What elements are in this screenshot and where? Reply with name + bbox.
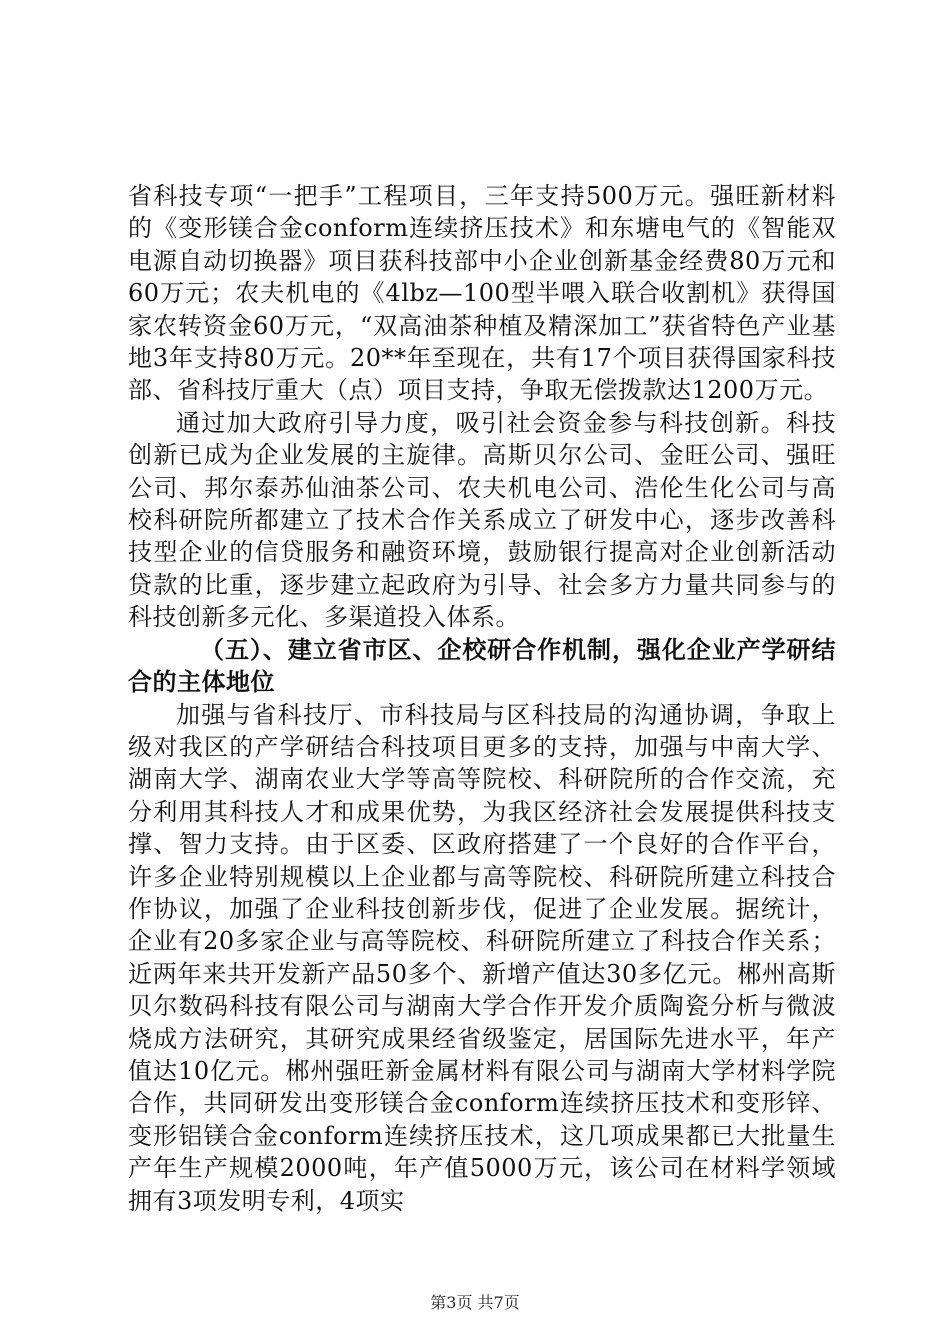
paragraph-1: 省科技专项“一把手”工程项目，三年支持500万元。强旺新材料的《变形镁合金conform连续挤压技术》和东塘电气的《智能双电源自动切换器》项目获科技部中小企业创新基金经费80万元和60万元；农夫机电的《4lbz—100型半喂入联合收割机》获得国家农转资金60万元，“双高油茶种植及精深加工”获省特色产业基地3年支持80万元。20**年至现在，共有17个项目获得国家科技部、省科技厅重大（点）项目支持，争取无偿拨款达1200万元。	[128, 182, 836, 405]
paragraph-3: 加强与省科技厅、市科技局与区科技局的沟通协调，争取上级对我区的产学研结合科技项目更多的支持，加强与中南大学、湖南大学、湖南农业大学等高等院校、科研院所的合作交流，充分利用其科技人才和成果优势，为我区经济社会发展提供科技支撑、智力支持。由于区委、区政府搭建了一个良好的合作平台，许多企业特别规模以上企业都与高等院校、科研院所建立科技合作协议，加强了企业科技创新步伐，促进了企业发展。据统计，企业有20多家企业与高等院校、科研院所建立了科技合作关系；近两年来共开发新产品50多个、新增产值达30多亿元。郴州高斯贝尔数码科技有限公司与湖南大学合作开发介质陶瓷分析与微波烧成方法研究，其研究成果经省级鉴定，居国际先进水平，年产值达10亿元。郴州强旺新金属材料有限公司与湖南大学材料学院合作，共同研发出变形镁合金conform连续挤压技术和变形锌、变形铝镁合金conform连续挤压技术，这几项成果都已大批量生产年生产规模2000吨，年产值5000万元，该公司在材料学领域拥有3项发明专利，4项实	[128, 700, 836, 1215]
document-body	[128, 180, 836, 1217]
paragraph-2: 通过加大政府引导力度，吸引社会资金参与科技创新。科技创新已成为企业发展的主旋律。高斯贝尔公司、金旺公司、强旺公司、邦尔泰苏仙油茶公司、农夫机电公司、浩伦生化公司与高校科研院所都建立了技术合作关系成立了研发中心，逐步改善科技型企业的信贷服务和融资环境，鼓励银行提高对企业创新活动贷款的比重，逐步建立起政府为引导、社会多方力量共同参与的科技创新多元化、多渠道投入体系。	[128, 408, 836, 632]
page-footer: 第3页 共7页	[430, 1293, 520, 1312]
section-heading: （五）、建立省市区、企校研合作机制，强化企业产学研结合的主体地位	[128, 635, 836, 697]
